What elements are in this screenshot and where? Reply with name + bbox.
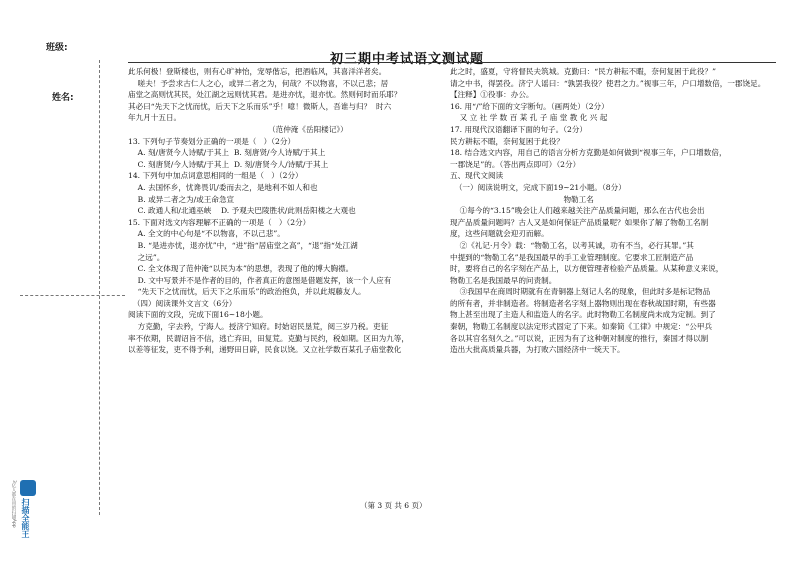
text-line: A. 刻/唐贤今人诗赋/于其上 B. 刻唐贤/今人诗赋/于其上 — [128, 148, 326, 158]
text-line: 13. 下列句子节奏划分正确的一项是（ ）（2分） — [128, 136, 296, 146]
text-line: 此之时，盛夏，守将督民夫筑城。克勤曰：“民方耕耘不暇，奈何复困于此役？” — [450, 67, 716, 76]
text-line: 15. 下面对选文内容理解不正确的一项是（ ）（2分） — [128, 217, 311, 227]
text-line: B. “是进亦忧，退亦忧”中，“进”指“居庙堂之高”，“退”指“处江湖 — [128, 240, 358, 250]
text-line: ①每今的“3.15”晚会让人们越来越关注产品质量问题，那么在古代也会出 — [450, 206, 705, 216]
text-line: （范仲淹《岳阳楼记》） — [128, 124, 348, 134]
text-line: 率不依期，民谓诏旨不信，逃亡弃田，田复荒。克勤与民约，税如期。区田为九等， — [128, 333, 409, 343]
title-rule — [128, 62, 776, 63]
text-line: C. 刻唐贤/今人诗赋/于其上 D. 刻/唐贤今人/诗赋/于其上 — [128, 159, 329, 169]
text-line: A. 全文的中心句是“不以物喜，不以己悲”。 — [128, 229, 285, 239]
text-line: 18. 结合选文内容，用自己的语言分析方克勤是如何做到“视事三年，户口增数倍， — [450, 148, 727, 158]
text-line: C. 全文体现了范仲淹“以民为本”的思想，表现了他的博大胸襟。 — [128, 264, 354, 274]
text-line: 各以其官名刻久之。”可以说，正因为有了这种朝对制度的推行，秦国才得以制 — [450, 333, 709, 343]
text-line: 现产品质量问题吗？古人又是如何保证产品质量呢？如果你了解了物勒工名制 — [450, 217, 709, 227]
text-line: C. 政通人和/北通巫峡 D. 予观夫巴陵胜状/此则岳阳楼之大观也 — [128, 206, 356, 216]
text-line: 又 立 社 学 数 百 某 孔 子 庙 堂 教 化 兴 起 — [450, 113, 608, 123]
text-line: 造出大批高质量兵器，为打败六国经济中一统天下。 — [450, 345, 625, 355]
text-line: 物上甚至出现了主造人和监造人的名字。此时物勒工名制度尚未成为定制。到了 — [450, 310, 716, 320]
page-title: 初三期中考试语文测试题 — [330, 52, 485, 67]
name-label: 姓名: — [52, 93, 74, 103]
text-line: 阅读下面的文段，完成下面16~18小题。 — [128, 310, 268, 320]
text-line: 年九月十五日。 — [128, 113, 182, 123]
text-line: 14. 下列句中加点词意思相同的一组是（ ）（2分） — [128, 171, 303, 181]
text-line: 其必曰“先天下之忧而忧，后天下之乐而乐”乎！噫！微斯人，吾谁与归？ 时六 — [128, 101, 392, 111]
text-line: 的所有者，并非制造者。将制造者名字刻上器物则出现在春秋战国时期，有些器 — [450, 298, 716, 308]
text-line: 民方耕耘不暇，奈何复困于此役？ — [450, 136, 564, 146]
text-line: 五、现代文阅读 — [450, 171, 504, 181]
scanner-logo-name: 扫描全能王 — [21, 498, 30, 538]
right-column — [450, 66, 780, 356]
text-line: 此乐何极！登斯楼也，则有心旷神怡，宠辱偕忘，把酒临风，其喜洋洋者矣。 — [128, 67, 387, 76]
text-line: （一）阅读说明文，完成下面19~21小题。（8分） — [450, 182, 626, 192]
text-line: 时，要将自己的名字刻在产品上，以方便管理者检验产品质量。从某种意义来说， — [450, 264, 724, 274]
page-number: （第 3 页 共 6 页） — [360, 501, 427, 510]
scanner-logo-icon — [20, 480, 36, 496]
text-line: A. 去国怀乡，忧谗畏讥/委而去之，是地利不如人和也 — [128, 182, 318, 192]
left-column — [128, 66, 446, 356]
binding-line — [99, 60, 100, 515]
fold-line — [20, 295, 125, 296]
text-line: 【注释】①役事：办公。 — [450, 90, 534, 100]
text-line: 秦朝，物勒工名制度以法定形式固定了下来。如秦简《工律》中规定：“公甲兵 — [450, 322, 713, 332]
text-line: 方克勤，字去矜，宁海人。授济宁知府。时始诏民垦荒，阅三岁乃税。吏征 — [128, 322, 389, 332]
text-line: ③我国早在商周时期就有在青铜器上刻记人名的现象，但此时多是标记物品 — [450, 287, 711, 297]
text-line: 度，这些问题就会迎刃而解。 — [450, 229, 549, 239]
text-line: B. 或异二者之为/或王命急宣 — [128, 194, 235, 204]
text-line: D. 文中写景并不是作者的目的，作者真正的意图是借题发挥，该一个人应有 — [128, 275, 392, 285]
text-line: （四）阅读课外文言文（6分） — [128, 298, 237, 308]
text-line: “先天下之忧而忧，后天下之乐而乐”的政治抱负，并以此規藤友人。 — [128, 287, 366, 297]
text-line: ②《礼记·月令》载：“物勒工名，以考其诚，功有不当，必行其罪。”其 — [450, 240, 694, 250]
text-line: 之远”。 — [128, 252, 165, 262]
text-line: 中提到的“物勒工名”是我国最早的手工业管理制度。它要求工匠制造产品 — [450, 252, 694, 262]
text-line: 以差等征发，吏不得予利，递野田日辟，民食以饶。又立社学数百某孔子庙堂教化 — [128, 345, 402, 355]
text-line: 请之中书，得罢役。济宁人谣曰：“孰罢我役？使君之力。”视事三年，户口增数倍，一郡饶足。 — [450, 78, 766, 88]
text-line: 物勒工名 — [450, 194, 594, 204]
text-line: 嗟夫！予尝求古仁人之心，或异二者之为，何哉？不以物喜，不以己悲；居 — [128, 78, 389, 88]
class-label: 班级: — [46, 43, 68, 53]
scanner-logo-sub: 3亿人都在用的扫描App — [11, 480, 16, 528]
text-line: 16. 用“/”给下面的文字断句。（画两处）（2分） — [450, 101, 609, 111]
text-line: 物勒工名是我国最早的问责制。 — [450, 275, 557, 285]
text-line: 17. 用现代汉语翻译下面的句子。（2分） — [450, 124, 588, 134]
text-line: 庙堂之高则忧其民，处江湖之远则忧其君。是进亦忧，退亦忧。然则何时而乐耶？ — [128, 90, 402, 100]
text-line: 一郡饶足”的。（答出两点即可）（2分） — [450, 159, 581, 169]
